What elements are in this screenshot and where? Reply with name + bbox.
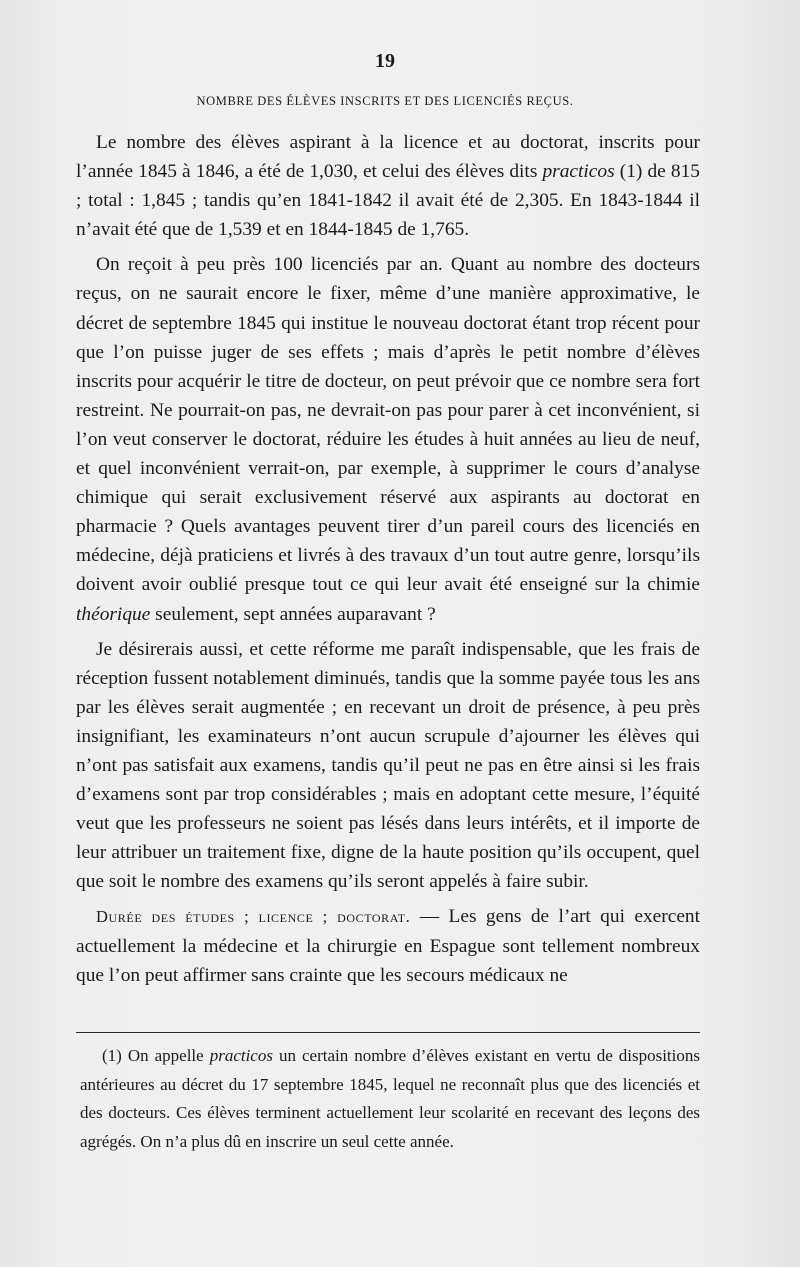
paragraph-3-text: Je désirerais aussi, et cette réforme me paraît indispensable, que les frais de réception fussent notablement diminués, tandis que la somme payée tous les ans par les élèves serait augmentée ; en recevant un droit de présence, à peu près insignifiant, les examinateurs n’ont aucun scrupule d’ajourner les élèves qui n’ont pas satisfait aux examens, tandis qu’il peut ne pas en être ainsi si les frais d’examens sont par trop considérables ; mais en adoptant cette mesure, l’équité veut que les professeurs ne soient pas lésés dans leurs intérêts, et il importe de leur attribuer un traitement fixe, digne de la haute position qu’ils occupent, quel que soit le nombre des examens qu’ils seront appelés à faire subir.	[76, 638, 700, 893]
footnote-italic: practicos	[209, 1046, 273, 1065]
footnote-text	[80, 1042, 700, 1156]
paragraph-3	[76, 635, 700, 897]
footnote-rule	[76, 1032, 700, 1033]
footnote-text-b: un certain nombre d’élèves existant en vertu de dispositions antérieures au décret du 17 septembre 1845, lequel ne reconnaît plus que des licenciés et des docteurs. Ces élèves terminent actuellement leur scolarité en recevant des leçons des agrégés. On n’a plus dû en inscrire un seul cette année.	[80, 1046, 700, 1151]
paragraph-1	[76, 128, 700, 244]
paragraph-4-run-in-heading: Durée des études ; licence ; doctorat.	[96, 907, 411, 927]
footnote-text-a: (1) On appelle	[102, 1046, 210, 1065]
paragraph-2	[76, 250, 700, 628]
paragraph-1-text-a: Le nombre des élèves aspirant à la licence et au doctorat, inscrits pour l’année 1845 à 1846, a été de 1,030, et celui des élèves dits	[76, 132, 700, 183]
footnote	[80, 1042, 700, 1156]
section-heading: NOMBRE DES ÉLÈVES INSCRITS ET DES LICENCIÉS REÇUS.	[196, 94, 574, 108]
paragraph-2-italic: théorique	[76, 603, 151, 625]
page-number: 19	[375, 50, 395, 72]
paragraph-1-italic: practicos	[542, 161, 615, 183]
paragraph-4	[76, 902, 700, 989]
paragraph-4-text: — Les gens de l’art qui exercent actuellement la médecine et la chirurgie en Espague sont tellement nombreux que l’on peut affirmer sans crainte que les secours médicaux ne	[76, 906, 701, 986]
paragraph-2-text-b: seulement, sept années auparavant ?	[150, 603, 436, 625]
paragraph-2-text-a: On reçoit à peu près 100 licenciés par an. Quant au nombre des docteurs reçus, on ne saurait encore le fixer, même d’une manière approximative, le décret de septembre 1845 qui institue le nouveau doctorat étant trop récent pour que l’on puisse juger de ses effets ; mais d’après le petit nombre d’élèves inscrits pour acquérir le titre de docteur, on peut prévoir que ce nombre sera fort restreint. Ne pourrait-on pas, ne devrait-on pas pour parer à cet inconvénient, si l’on veut conserver le doctorat, réduire les études à huit années au lieu de neuf, et quel inconvénient verrait-on, par exemple, à supprimer le cours d’analyse chimique qui serait exclusivement réservé aux aspirants au doctorat en pharmacie ? Quels avantages peuvent tirer d’un pareil cours des licenciés en médecine, déjà praticiens et livrés à des travaux d’un tout autre genre, lorsqu’ils doivent avoir oublié presque tout ce qui leur avait été enseigné sur la chimie	[76, 254, 700, 596]
body-text	[76, 128, 700, 990]
paragraph-1-text-b: (1) de 815 ; total : 1,845 ; tandis qu’en 1841-1842 il avait été de 2,305. En 1843-1844 il n’avait été que de 1,539 et en 1844-1845 de 1,765.	[76, 161, 700, 241]
